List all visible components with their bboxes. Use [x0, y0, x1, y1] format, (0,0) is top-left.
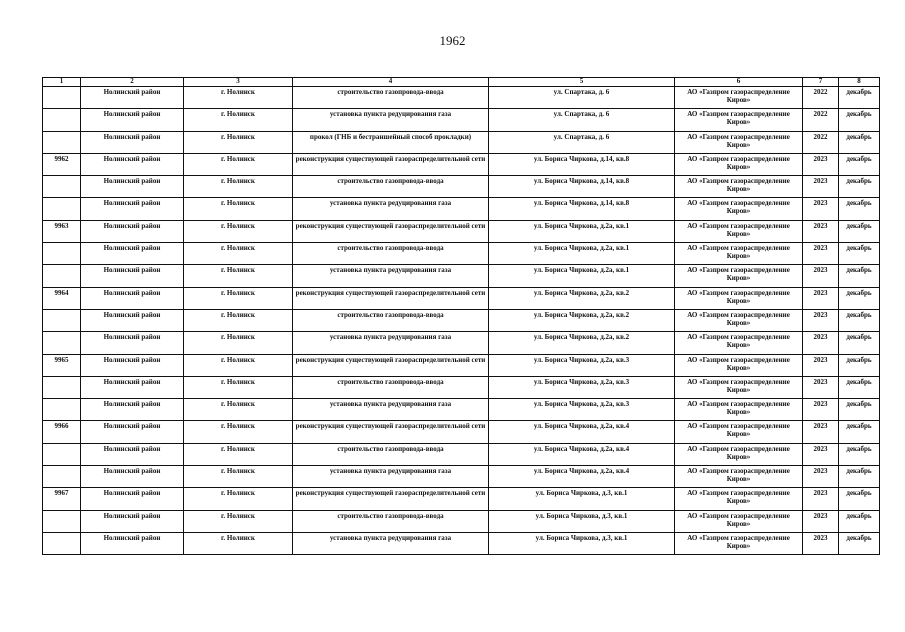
record-number-cell	[43, 510, 81, 532]
district-cell: Нолинский район	[81, 354, 184, 376]
month-cell: декабрь	[839, 376, 880, 398]
work-type-cell: строительство газопровода-ввода	[293, 309, 489, 331]
locality-cell: г. Нолинск	[184, 265, 293, 287]
record-number-cell	[43, 309, 81, 331]
executor-cell: АО «Газпром газораспределение Киров»	[675, 265, 803, 287]
column-header: 5	[489, 78, 675, 87]
table-row	[43, 131, 880, 153]
executor-cell: АО «Газпром газораспределение Киров»	[675, 510, 803, 532]
district-cell: Нолинский район	[81, 510, 184, 532]
year-cell: 2023	[803, 332, 839, 354]
year-cell: 2023	[803, 399, 839, 421]
district-cell: Нолинский район	[81, 421, 184, 443]
district-cell: Нолинский район	[81, 287, 184, 309]
executor-cell: АО «Газпром газораспределение Киров»	[675, 354, 803, 376]
work-type-cell: установка пункта редуцирования газа	[293, 109, 489, 131]
address-cell: ул. Спартака, д. 6	[489, 87, 675, 109]
month-cell: декабрь	[839, 220, 880, 242]
district-cell: Нолинский район	[81, 332, 184, 354]
month-cell: декабрь	[839, 399, 880, 421]
locality-cell: г. Нолинск	[184, 421, 293, 443]
record-number-cell: 9963	[43, 220, 81, 242]
district-cell: Нолинский район	[81, 109, 184, 131]
executor-cell: АО «Газпром газораспределение Киров»	[675, 399, 803, 421]
work-type-cell: реконструкция существующей газораспределительной сети	[293, 287, 489, 309]
work-type-cell: строительство газопровода-ввода	[293, 176, 489, 198]
address-cell: ул. Бориса Чиркова, д.2а, кв.3	[489, 376, 675, 398]
year-cell: 2023	[803, 153, 839, 175]
record-number-cell	[43, 176, 81, 198]
executor-cell: АО «Газпром газораспределение Киров»	[675, 466, 803, 488]
month-cell: декабрь	[839, 287, 880, 309]
locality-cell: г. Нолинск	[184, 532, 293, 554]
executor-cell: АО «Газпром газораспределение Киров»	[675, 109, 803, 131]
address-cell: ул. Бориса Чиркова, д.2а, кв.2	[489, 287, 675, 309]
record-number-cell	[43, 466, 81, 488]
work-type-cell: строительство газопровода-ввода	[293, 510, 489, 532]
address-cell: ул. Бориса Чиркова, д.2а, кв.4	[489, 421, 675, 443]
district-cell: Нолинский район	[81, 466, 184, 488]
month-cell: декабрь	[839, 466, 880, 488]
district-cell: Нолинский район	[81, 399, 184, 421]
table-row	[43, 354, 880, 376]
executor-cell: АО «Газпром газораспределение Киров»	[675, 376, 803, 398]
record-number-cell	[43, 532, 81, 554]
year-cell: 2023	[803, 510, 839, 532]
locality-cell: г. Нолинск	[184, 87, 293, 109]
locality-cell: г. Нолинск	[184, 198, 293, 220]
address-cell: ул. Бориса Чиркова, д.2а, кв.1	[489, 265, 675, 287]
locality-cell: г. Нолинск	[184, 510, 293, 532]
district-cell: Нолинский район	[81, 131, 184, 153]
month-cell: декабрь	[839, 510, 880, 532]
locality-cell: г. Нолинск	[184, 243, 293, 265]
executor-cell: АО «Газпром газораспределение Киров»	[675, 287, 803, 309]
locality-cell: г. Нолинск	[184, 488, 293, 510]
district-cell: Нолинский район	[81, 243, 184, 265]
work-type-cell: реконструкция существующей газораспределительной сети	[293, 421, 489, 443]
table-row	[43, 198, 880, 220]
month-cell: декабрь	[839, 265, 880, 287]
work-type-cell: установка пункта редуцирования газа	[293, 265, 489, 287]
table-row	[43, 109, 880, 131]
table-row	[43, 532, 880, 554]
locality-cell: г. Нолинск	[184, 332, 293, 354]
column-header: 2	[81, 78, 184, 87]
work-type-cell: установка пункта редуцирования газа	[293, 532, 489, 554]
record-number-cell	[43, 265, 81, 287]
header-row	[43, 78, 880, 87]
month-cell: декабрь	[839, 153, 880, 175]
year-cell: 2023	[803, 176, 839, 198]
district-cell: Нолинский район	[81, 220, 184, 242]
record-number-cell	[43, 243, 81, 265]
locality-cell: г. Нолинск	[184, 443, 293, 465]
month-cell: декабрь	[839, 243, 880, 265]
year-cell: 2023	[803, 354, 839, 376]
district-cell: Нолинский район	[81, 153, 184, 175]
column-header: 6	[675, 78, 803, 87]
locality-cell: г. Нолинск	[184, 109, 293, 131]
table-row	[43, 332, 880, 354]
year-cell: 2023	[803, 488, 839, 510]
table-row	[43, 176, 880, 198]
column-header: 8	[839, 78, 880, 87]
record-number-cell	[43, 87, 81, 109]
district-cell: Нолинский район	[81, 376, 184, 398]
table-row	[43, 466, 880, 488]
address-cell: ул. Бориса Чиркова, д.3, кв.1	[489, 532, 675, 554]
record-number-cell: 9967	[43, 488, 81, 510]
table-row	[43, 243, 880, 265]
locality-cell: г. Нолинск	[184, 399, 293, 421]
page-number: 1962	[439, 33, 466, 48]
address-cell: ул. Бориса Чиркова, д.14, кв.8	[489, 176, 675, 198]
address-cell: ул. Бориса Чиркова, д.2а, кв.2	[489, 332, 675, 354]
table-row	[43, 220, 880, 242]
month-cell: декабрь	[839, 131, 880, 153]
locality-cell: г. Нолинск	[184, 354, 293, 376]
address-cell: ул. Бориса Чиркова, д.3, кв.1	[489, 488, 675, 510]
locality-cell: г. Нолинск	[184, 153, 293, 175]
locality-cell: г. Нолинск	[184, 176, 293, 198]
column-header: 3	[184, 78, 293, 87]
address-cell: ул. Спартака, д. 6	[489, 131, 675, 153]
table-row	[43, 265, 880, 287]
year-cell: 2023	[803, 532, 839, 554]
executor-cell: АО «Газпром газораспределение Киров»	[675, 443, 803, 465]
work-type-cell: строительство газопровода-ввода	[293, 443, 489, 465]
record-number-cell	[43, 376, 81, 398]
executor-cell: АО «Газпром газораспределение Киров»	[675, 176, 803, 198]
work-type-cell: реконструкция существующей газораспределительной сети	[293, 220, 489, 242]
address-cell: ул. Бориса Чиркова, д.14, кв.8	[489, 153, 675, 175]
address-cell: ул. Бориса Чиркова, д.2а, кв.3	[489, 354, 675, 376]
address-cell: ул. Бориса Чиркова, д.2а, кв.1	[489, 220, 675, 242]
year-cell: 2023	[803, 265, 839, 287]
executor-cell: АО «Газпром газораспределение Киров»	[675, 488, 803, 510]
address-cell: ул. Бориса Чиркова, д.2а, кв.1	[489, 243, 675, 265]
work-type-cell: строительство газопровода-ввода	[293, 243, 489, 265]
record-number-cell	[43, 198, 81, 220]
month-cell: декабрь	[839, 332, 880, 354]
record-number-cell	[43, 109, 81, 131]
locality-cell: г. Нолинск	[184, 131, 293, 153]
record-number-cell	[43, 443, 81, 465]
record-number-cell: 9962	[43, 153, 81, 175]
record-number-cell	[43, 332, 81, 354]
registry-table	[42, 77, 880, 555]
year-cell: 2023	[803, 287, 839, 309]
district-cell: Нолинский район	[81, 176, 184, 198]
district-cell: Нолинский район	[81, 532, 184, 554]
executor-cell: АО «Газпром газораспределение Киров»	[675, 131, 803, 153]
year-cell: 2023	[803, 198, 839, 220]
table-row	[43, 376, 880, 398]
executor-cell: АО «Газпром газораспределение Киров»	[675, 309, 803, 331]
month-cell: декабрь	[839, 309, 880, 331]
month-cell: декабрь	[839, 198, 880, 220]
address-cell: ул. Бориса Чиркова, д.2а, кв.4	[489, 466, 675, 488]
year-cell: 2023	[803, 443, 839, 465]
column-header: 1	[43, 78, 81, 87]
work-type-cell: установка пункта редуцирования газа	[293, 399, 489, 421]
address-cell: ул. Бориса Чиркова, д.2а, кв.3	[489, 399, 675, 421]
record-number-cell: 9965	[43, 354, 81, 376]
work-type-cell: установка пункта редуцирования газа	[293, 466, 489, 488]
table-row	[43, 87, 880, 109]
executor-cell: АО «Газпром газораспределение Киров»	[675, 198, 803, 220]
month-cell: декабрь	[839, 421, 880, 443]
locality-cell: г. Нолинск	[184, 466, 293, 488]
year-cell: 2023	[803, 466, 839, 488]
table-row	[43, 287, 880, 309]
work-type-cell: строительство газопровода-ввода	[293, 87, 489, 109]
month-cell: декабрь	[839, 488, 880, 510]
work-type-cell: реконструкция существующей газораспределительной сети	[293, 488, 489, 510]
district-cell: Нолинский район	[81, 87, 184, 109]
locality-cell: г. Нолинск	[184, 376, 293, 398]
district-cell: Нолинский район	[81, 309, 184, 331]
month-cell: декабрь	[839, 87, 880, 109]
address-cell: ул. Бориса Чиркова, д.3, кв.1	[489, 510, 675, 532]
work-type-cell: реконструкция существующей газораспределительной сети	[293, 354, 489, 376]
work-type-cell: прокол (ГНБ и бестраншейный способ прокладки)	[293, 131, 489, 153]
year-cell: 2023	[803, 243, 839, 265]
table-row	[43, 399, 880, 421]
locality-cell: г. Нолинск	[184, 309, 293, 331]
executor-cell: АО «Газпром газораспределение Киров»	[675, 532, 803, 554]
work-type-cell: установка пункта редуцирования газа	[293, 198, 489, 220]
year-cell: 2022	[803, 109, 839, 131]
locality-cell: г. Нолинск	[184, 287, 293, 309]
month-cell: декабрь	[839, 109, 880, 131]
record-number-cell: 9966	[43, 421, 81, 443]
address-cell: ул. Бориса Чиркова, д.2а, кв.2	[489, 309, 675, 331]
month-cell: декабрь	[839, 354, 880, 376]
record-number-cell	[43, 131, 81, 153]
locality-cell: г. Нолинск	[184, 220, 293, 242]
district-cell: Нолинский район	[81, 265, 184, 287]
work-type-cell: установка пункта редуцирования газа	[293, 332, 489, 354]
year-cell: 2023	[803, 309, 839, 331]
table-row	[43, 510, 880, 532]
year-cell: 2023	[803, 220, 839, 242]
table-row	[43, 488, 880, 510]
table-row	[43, 443, 880, 465]
executor-cell: АО «Газпром газораспределение Киров»	[675, 421, 803, 443]
executor-cell: АО «Газпром газораспределение Киров»	[675, 243, 803, 265]
table-row	[43, 153, 880, 175]
month-cell: декабрь	[839, 443, 880, 465]
work-type-cell: строительство газопровода-ввода	[293, 376, 489, 398]
record-number-cell	[43, 399, 81, 421]
executor-cell: АО «Газпром газораспределение Киров»	[675, 87, 803, 109]
year-cell: 2023	[803, 421, 839, 443]
district-cell: Нолинский район	[81, 198, 184, 220]
year-cell: 2022	[803, 131, 839, 153]
year-cell: 2023	[803, 376, 839, 398]
record-number-cell: 9964	[43, 287, 81, 309]
table-row	[43, 421, 880, 443]
column-header: 4	[293, 78, 489, 87]
district-cell: Нолинский район	[81, 488, 184, 510]
month-cell: декабрь	[839, 176, 880, 198]
address-cell: ул. Бориса Чиркова, д.2а, кв.4	[489, 443, 675, 465]
address-cell: ул. Бориса Чиркова, д.14, кв.8	[489, 198, 675, 220]
work-type-cell: реконструкция существующей газораспределительной сети	[293, 153, 489, 175]
year-cell: 2022	[803, 87, 839, 109]
executor-cell: АО «Газпром газораспределение Киров»	[675, 332, 803, 354]
address-cell: ул. Спартака, д. 6	[489, 109, 675, 131]
district-cell: Нолинский район	[81, 443, 184, 465]
executor-cell: АО «Газпром газораспределение Киров»	[675, 220, 803, 242]
executor-cell: АО «Газпром газораспределение Киров»	[675, 153, 803, 175]
column-header: 7	[803, 78, 839, 87]
table-row	[43, 309, 880, 331]
month-cell: декабрь	[839, 532, 880, 554]
